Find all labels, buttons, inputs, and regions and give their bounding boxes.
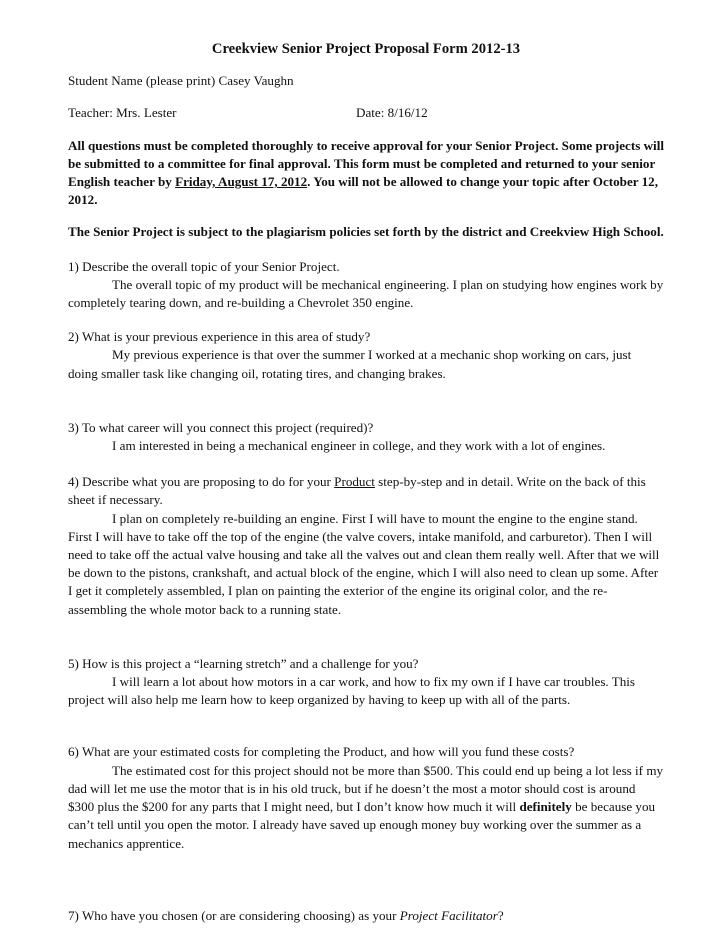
proposal-form-page bbox=[68, 40, 664, 925]
question-6: 6) What are your estimated costs for completing the Product, and how will you fund these costs? bbox=[68, 744, 575, 760]
teacher-label: Teacher: bbox=[68, 105, 113, 121]
question-2: 2) What is your previous experience in this area of study? bbox=[68, 329, 371, 345]
product-term: Product bbox=[334, 474, 375, 490]
question-7-part-b: ? bbox=[497, 907, 504, 923]
date-value: 8/16/12 bbox=[387, 105, 428, 121]
answer-3: I am interested in being a mechanical engineer in college, and they work with a lot of engines. bbox=[112, 438, 606, 454]
question-1: 1) Describe the overall topic of your Senior Project. bbox=[68, 258, 340, 274]
answer-6-part-b: be because you can’t tell until you open the motor. I already have saved up enough money buy working over the summer as a mechanics apprentice. bbox=[68, 799, 656, 851]
question-4-part-a: 4) Describe what you are proposing to do for your bbox=[68, 474, 335, 490]
project-facilitator-term: Project Facilitator bbox=[399, 907, 498, 923]
question-4-part-b: step-by-step and in detail. Write on the back of this sheet if necessary. bbox=[68, 474, 646, 508]
student-name-value: Casey Vaughn bbox=[218, 73, 294, 89]
date-field bbox=[356, 104, 428, 122]
deadline-date: Friday, August 17, 2012 bbox=[175, 174, 308, 190]
question-4 bbox=[68, 473, 664, 509]
answer-6-part-a: The estimated cost for this project should not be more than $500. This could end up being a lot less if my dad will let me use the motor that is in his old truck, but if he doesn’t the most a motor should cost is around $300 plus the $200 for any parts that I might need, but I don’t know how much it will bbox=[68, 762, 664, 815]
instructions-part2: . You will not be allowed to change your topic after October 12, 2012. bbox=[68, 174, 658, 208]
question-7 bbox=[68, 907, 664, 925]
form-title: Creekview Senior Project Proposal Form 2012-13 bbox=[211, 41, 521, 57]
student-name-line bbox=[68, 72, 664, 90]
instructions-part1: All questions must be completed thoroughly to receive approval for your Senior Project. Some projects will be submitted to a committee for final approval. This form must be completed and returned to your senior English teacher by bbox=[68, 137, 664, 190]
question-7-part-a: 7) Who have you chosen (or are considering choosing) as your bbox=[68, 907, 400, 923]
question-5: 5) How is this project a “learning stretch” and a challenge for you? bbox=[68, 655, 419, 671]
teacher-date-row bbox=[68, 104, 664, 122]
answer-6-emphasis: definitely bbox=[519, 799, 572, 815]
date-label: Date: bbox=[356, 105, 385, 121]
question-3: 3) To what career will you connect this project (required)? bbox=[68, 419, 374, 435]
answer-4: I plan on completely re-building an engine. First I will have to mount the engine to the engine stand. First I will have to take off the top of the engine (the valve covers, intake manifold, and carburetor). Then I will need to take off the actual valve housing and take all the valves out and clean them really well. After that we will be down to the pistons, crankshaft, and actual block of the engine, which I will also need to clean up some. After I get it completely assembled, I plan on painting the exterior of the engine its original color, and the re-assembling the whole motor back to a running state. bbox=[68, 510, 660, 617]
student-name-label: Student Name (please print) bbox=[68, 73, 216, 89]
plagiarism-notice: The Senior Project is subject to the plagiarism policies set forth by the district and Creekview High School. bbox=[68, 224, 664, 240]
answer-5: I will learn a lot about how motors in a car work, and how to fix my own if I have car troubles. This project will also help me learn how to keep organized by having to keep up with all of the parts. bbox=[68, 674, 636, 708]
answer-2: My previous experience is that over the summer I worked at a mechanic shop working on cars, just doing smaller task like changing oil, rotating tires, and changing brakes. bbox=[68, 347, 632, 381]
instructions-paragraph bbox=[68, 137, 664, 210]
answer-1: The overall topic of my product will be mechanical engineering. I plan on studying how engines work by completely tearing down, and re-building a Chevrolet 350 engine. bbox=[68, 276, 664, 311]
teacher-value: Mrs. Lester bbox=[116, 105, 177, 121]
answer-6 bbox=[68, 762, 664, 853]
